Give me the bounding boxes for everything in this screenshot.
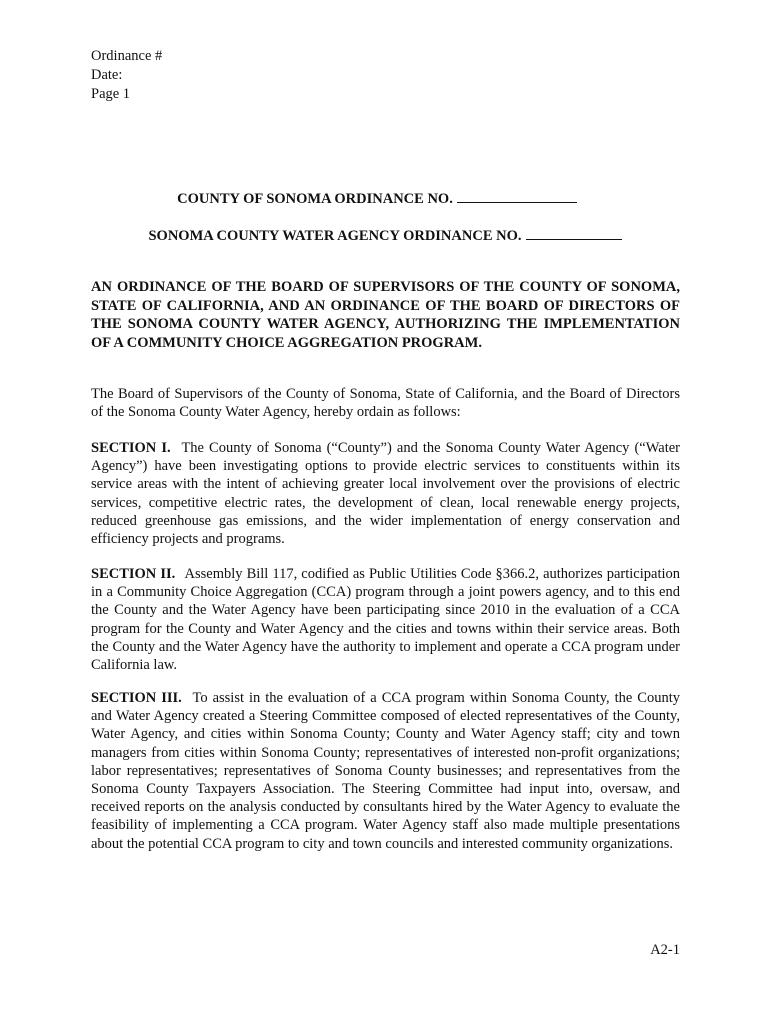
water-agency-ordinance-number-blank — [526, 227, 622, 240]
ordinance-number-line: Ordinance # — [91, 48, 163, 64]
ordinance-description: AN ORDINANCE OF THE BOARD OF SUPERVISORS OF THE COUNTY OF SONOMA, STATE OF CALIFORNIA, AND AN ORDINANCE OF THE BOARD OF DIRECTORS OF THE SONOMA COUNTY WATER AGENCY, AUTHORIZING THE IMPLEMENTATION OF A COMMUNITY CHOICE AGGREGATION PROGRAM. — [91, 279, 680, 351]
section-3-text: To assist in the evaluation of a CCA program within Sonoma County, the County and Water Agency created a Steering Committee composed of elected representatives of the County, Water Agency, and cities within Sonoma County; County and Water Agency staff; city and town managers from cities within Sonoma County; representatives of interested non-profit organizations; labor representatives; representatives of Sonoma County businesses; and representatives from the Sonoma County Taxpayers Association. The Steering Committee had input into, oversaw, and received reports on the analysis conducted by consultants hired by the Water Agency to evaluate the feasibility of implementing a CCA program. Water Agency staff also made multiple presentations about the potential CCA program to city and town councils and interested community organizations. — [91, 690, 681, 852]
water-agency-ordinance-title — [0, 227, 770, 245]
county-ordinance-title-text: COUNTY OF SONOMA ORDINANCE NO. — [177, 191, 453, 207]
section-2 — [91, 565, 680, 674]
county-ordinance-number-blank — [457, 190, 577, 203]
page-line: Page 1 — [91, 86, 131, 102]
section-3 — [91, 689, 680, 853]
page-number: A2-1 — [650, 942, 680, 958]
section-3-label: SECTION III. — [91, 690, 182, 706]
intro-paragraph: The Board of Supervisors of the County of Sonoma, State of California, and the Board of Directors of the Sonoma County Water Agency, hereby ordain as follows: — [91, 386, 680, 421]
section-2-label: SECTION II. — [91, 566, 176, 582]
section-1-label: SECTION I. — [91, 440, 171, 456]
water-agency-ordinance-title-text: SONOMA COUNTY WATER AGENCY ORDINANCE NO. — [148, 228, 522, 244]
county-ordinance-title — [0, 190, 762, 208]
date-line: Date: — [91, 67, 123, 83]
section-1 — [91, 439, 680, 548]
document-header — [91, 47, 162, 104]
section-2-text: Assembly Bill 117, codified as Public Utilities Code §366.2, authorizes participation in a Community Choice Aggregation (CCA) program through a joint powers agency, and to this end the County and the Water Agency have been participating since 2010 in the evaluation of a CCA program for the County and Water Agency and the cities and towns within their service areas. Both the County and the Water Agency have the authority to implement and operate a CCA program under California law. — [91, 566, 681, 674]
section-1-text: The County of Sonoma (“County”) and the Sonoma County Water Agency (“Water Agency”) have been investigating options to provide electric services to constituents within its service areas with the intent of achieving greater local involvement over the provisions of electric services, competitive electric rates, the development of clean, local renewable energy projects, reduced greenhouse gas emissions, and the wider implementation of energy conservation and efficiency projects and programs. — [91, 440, 680, 548]
